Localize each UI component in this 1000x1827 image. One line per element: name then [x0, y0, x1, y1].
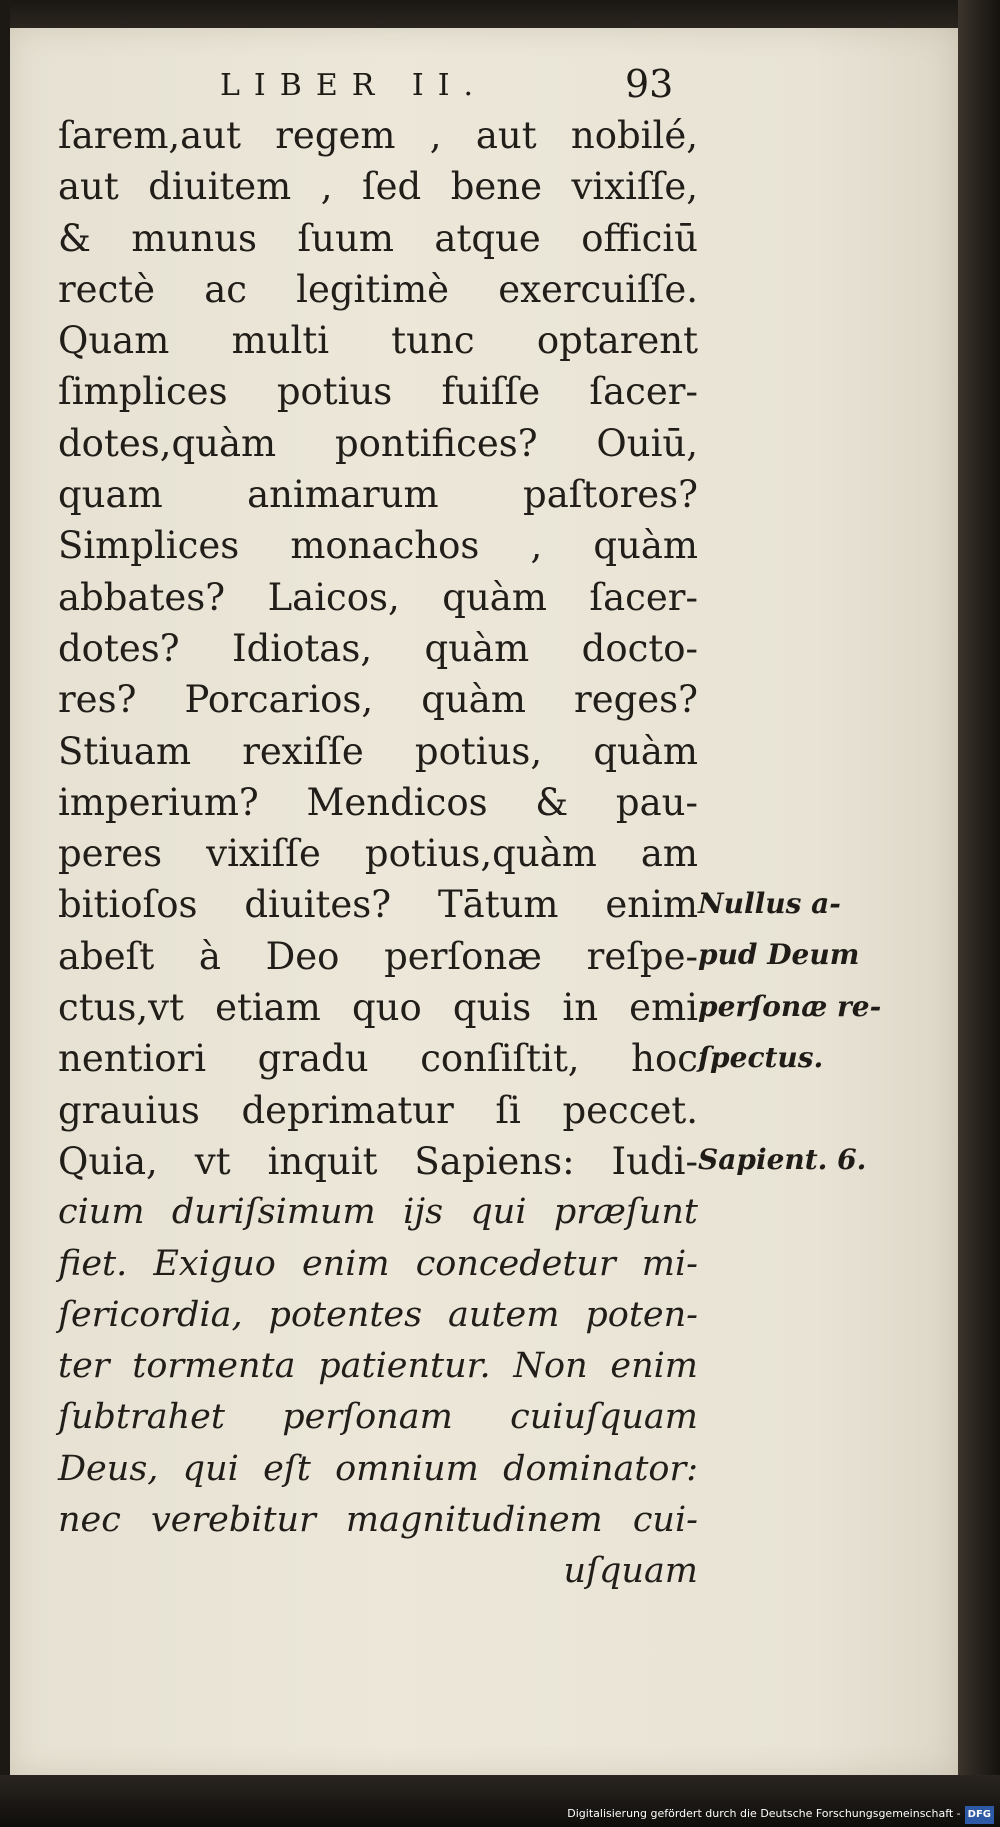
quotation-line: cium duriſsimum ijs qui præſunt [58, 1192, 698, 1233]
text-line: dotes? Idiotas, quàm docto- [58, 626, 698, 670]
text-line: grauius deprimatur ſi peccet. [58, 1088, 698, 1132]
text-line: dotes,quàm pontifices? Ouiū, [58, 421, 698, 465]
text-line: aut diuitem , ſed bene vixiſſe, [58, 165, 698, 209]
dfg-logo: DFG [965, 1806, 994, 1824]
digitization-credit [567, 1805, 994, 1823]
text-line: & munus ſuum atque officiū [58, 216, 698, 260]
marginal-line: Nullus a- [698, 887, 841, 920]
running-head: LIBER II. [220, 68, 488, 103]
text-line: bitioſos diuites? Tātum enim [58, 883, 698, 927]
quotation-line: ſericordia, potentes autem poten- [58, 1294, 698, 1335]
quotation-line: ter tormenta patientur. Non enim [58, 1346, 698, 1387]
text-line: res? Porcarios, quàm reges? [58, 678, 698, 722]
text-line: ctus,vt etiam quo quis in emi [58, 986, 698, 1030]
quotation-line: nec verebitur magnitudinem cui- [58, 1500, 698, 1541]
scan-border-right [958, 0, 1000, 1827]
text-line: Stiuam rexiſſe potius, quàm [58, 729, 698, 773]
text-line: abbates? Laicos, quàm ſacer- [58, 575, 698, 619]
text-line: rectè ac legitimè exercuiſſe. [58, 267, 698, 311]
main-text-block [58, 110, 698, 1598]
text-line: abeſt à Deo perſonæ reſpe- [58, 934, 698, 978]
text-line: ſarem,aut regem , aut nobilé, [58, 114, 698, 157]
text-line: Quia, vt inquit Sapiens: Iudi- [58, 1139, 698, 1183]
marginal-note-nullus [698, 878, 882, 1083]
scan-border-left [0, 0, 10, 1827]
marginal-line: ſpectus. [698, 1040, 824, 1074]
text-line: Quam multi tunc optarent [58, 319, 698, 363]
scan-border-top [0, 0, 1000, 30]
text-line: peres vixiſſe potius,quàm am [58, 832, 698, 876]
catchword: uſquam [563, 1551, 698, 1592]
quotation-line: ſubtrahet perſonam cuiuſquam [58, 1397, 698, 1438]
text-line: imperium? Mendicos & pau- [58, 780, 698, 824]
text-line: quam animarum paſtores? [58, 473, 698, 517]
text-line: nentiori gradu conſiſtit, hoc [58, 1037, 698, 1081]
quotation-line: Deus, qui eſt omnium dominator: [58, 1448, 698, 1489]
marginal-note-sapient [698, 1134, 873, 1185]
marginal-line: pud Deum [698, 938, 860, 972]
page-number: 93 [625, 62, 674, 106]
quotation-line: fiet. Exiguo enim concedetur mi- [58, 1243, 698, 1284]
text-line: ſimplices potius fuiſſe ſacer- [58, 370, 698, 414]
marginal-line: Sapient. 6. [698, 1143, 867, 1176]
credit-text: Digitalisierung gefördert durch die Deutsche Forschungsgemeinschaft - [567, 1807, 961, 1820]
text-line: Simplices monachos , quàm [58, 524, 698, 568]
marginal-line: perſonæ re- [698, 989, 882, 1023]
book-page [10, 28, 958, 1775]
